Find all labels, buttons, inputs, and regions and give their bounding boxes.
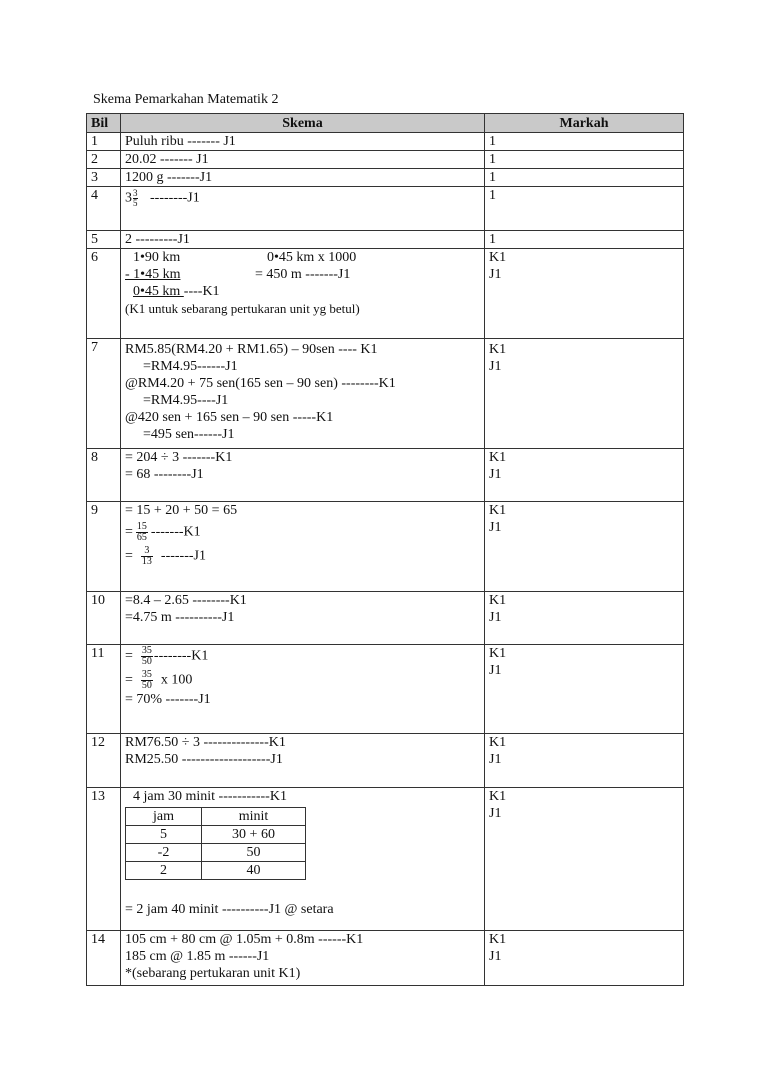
equals-sign: =	[125, 548, 133, 564]
markah-line: 1	[489, 232, 496, 247]
markah-line: J1	[489, 806, 502, 821]
bil-cell: 3	[87, 169, 121, 187]
skema-line: - 1•45 km	[125, 267, 181, 282]
markah-cell	[485, 449, 684, 502]
skema-line: =RM4.95------J1	[143, 359, 238, 374]
skema-line: 1200 g -------J1	[125, 170, 213, 185]
inner-cell: -2	[126, 844, 202, 862]
skema-line: *(sebarang pertukaran unit K1)	[125, 966, 301, 981]
bil-cell: 13	[87, 788, 121, 931]
marking-scheme-table	[86, 113, 684, 986]
markah-line: J1	[489, 610, 502, 625]
skema-line: = 2 jam 40 minit ----------J1 @ setara	[125, 902, 334, 917]
markah-cell	[485, 151, 684, 169]
skema-cell	[121, 734, 485, 788]
skema-line: = 204 ÷ 3 -------K1	[125, 450, 233, 465]
skema-line: 0•45 km x 1000	[267, 250, 357, 265]
mixed-whole: 3	[125, 190, 132, 206]
markah-cell	[485, 133, 684, 151]
skema-line: = 68 --------J1	[125, 467, 204, 482]
header-bil: Bil	[87, 114, 121, 133]
markah-line: J1	[489, 520, 502, 535]
inner-cell: 2	[126, 862, 202, 880]
denominator: 50	[141, 680, 152, 691]
bil-cell: 7	[87, 339, 121, 449]
time-working-table	[125, 807, 306, 880]
table-row	[87, 169, 684, 187]
markah-line: 1	[489, 134, 496, 149]
inner-cell: 40	[202, 862, 306, 880]
skema-line: =495 sen------J1	[143, 427, 235, 442]
bil-cell: 11	[87, 645, 121, 734]
table-row	[87, 187, 684, 231]
skema-line: 20.02 ------- J1	[125, 152, 209, 167]
denominator: 5	[133, 198, 138, 208]
denominator: 50	[141, 656, 152, 667]
skema-note: (K1 untuk sebarang pertukaran unit yg betul)	[125, 301, 360, 316]
skema-line: =8.4 – 2.65 --------K1	[125, 593, 247, 608]
skema-line: Puluh ribu ------- J1	[125, 134, 236, 149]
bil-cell: 2	[87, 151, 121, 169]
skema-mark: -------K1	[150, 524, 201, 540]
skema-line: 0•45 km	[133, 284, 184, 299]
page-title: Skema Pemarkahan Matematik 2	[93, 92, 279, 107]
equals-sign: =	[125, 648, 133, 664]
inner-cell: 30 + 60	[202, 826, 306, 844]
skema-line: RM5.85(RM4.20 + RM1.65) – 90sen ---- K1	[125, 342, 378, 357]
bil-cell: 10	[87, 592, 121, 645]
markah-cell	[485, 231, 684, 249]
markah-line: 1	[489, 170, 496, 185]
table-row	[87, 151, 684, 169]
inner-row	[126, 844, 306, 862]
markah-line: J1	[489, 267, 502, 282]
skema-cell	[121, 931, 485, 986]
bil-cell: 8	[87, 449, 121, 502]
skema-cell	[121, 592, 485, 645]
table-row	[87, 734, 684, 788]
skema-line: ----K1	[183, 284, 220, 299]
skema-line: =4.75 m ----------J1	[125, 610, 235, 625]
bil-cell: 9	[87, 502, 121, 592]
inner-header-jam: jam	[126, 808, 202, 826]
denominator: 13	[141, 556, 152, 567]
fraction	[133, 189, 138, 208]
equals-sign: =	[125, 672, 133, 688]
skema-cell	[121, 645, 485, 734]
markah-cell	[485, 502, 684, 592]
markah-line: J1	[489, 949, 502, 964]
skema-line: @420 sen + 165 sen – 90 sen -----K1	[125, 410, 334, 425]
skema-mark: --------K1	[153, 648, 209, 664]
table-row	[87, 502, 684, 592]
skema-line: 1•90 km	[133, 250, 181, 265]
skema-mark: -------J1	[160, 548, 206, 564]
markah-line: K1	[489, 735, 507, 750]
skema-line: RM25.50 -------------------J1	[125, 752, 283, 767]
skema-cell	[121, 133, 485, 151]
markah-cell	[485, 169, 684, 187]
skema-cell	[121, 249, 485, 339]
header-markah: Markah	[485, 114, 684, 133]
fraction	[141, 646, 153, 667]
inner-row	[126, 862, 306, 880]
skema-line: 4 jam 30 minit -----------K1	[133, 789, 287, 804]
inner-cell: 50	[202, 844, 306, 862]
markah-line: K1	[489, 789, 507, 804]
skema-cell	[121, 502, 485, 592]
markah-line: K1	[489, 342, 507, 357]
bil-cell: 14	[87, 931, 121, 986]
table-row	[87, 249, 684, 339]
table-row	[87, 645, 684, 734]
numerator: 15	[136, 521, 147, 532]
skema-line: =RM4.95----J1	[143, 393, 229, 408]
markah-line: K1	[489, 593, 507, 608]
table-row	[87, 339, 684, 449]
markah-cell	[485, 734, 684, 788]
markah-line: K1	[489, 450, 507, 465]
markah-line: J1	[489, 752, 502, 767]
markah-cell	[485, 931, 684, 986]
skema-line: = 15 + 20 + 50 = 65	[125, 503, 238, 518]
skema-cell	[121, 339, 485, 449]
skema-cell	[121, 788, 485, 931]
table-row	[87, 231, 684, 249]
skema-cell	[121, 151, 485, 169]
markah-line: J1	[489, 663, 502, 678]
table-row	[87, 931, 684, 986]
markah-line: J1	[489, 359, 502, 374]
bil-cell: 5	[87, 231, 121, 249]
skema-term: x 100	[160, 672, 193, 688]
skema-cell	[121, 169, 485, 187]
inner-row	[126, 826, 306, 844]
markah-line: K1	[489, 503, 507, 518]
fraction	[141, 546, 153, 567]
skema-line: @RM4.20 + 75 sen(165 sen – 90 sen) --------K1	[125, 376, 396, 391]
markah-cell	[485, 645, 684, 734]
markah-line: K1	[489, 932, 507, 947]
skema-cell	[121, 187, 485, 231]
markah-cell	[485, 788, 684, 931]
inner-header-minit: minit	[202, 808, 306, 826]
numerator: 3	[141, 546, 153, 557]
markah-line: K1	[489, 646, 507, 661]
skema-line: 105 cm + 80 cm @ 1.05m + 0.8m ------K1	[125, 932, 364, 947]
skema-cell	[121, 449, 485, 502]
numerator: 3	[133, 188, 138, 198]
numerator: 35	[141, 645, 152, 656]
skema-line: 185 cm @ 1.85 m ------J1	[125, 949, 270, 964]
denominator: 65	[136, 532, 147, 543]
inner-cell: 5	[126, 826, 202, 844]
equals-sign: =	[125, 524, 133, 540]
fraction	[136, 522, 148, 543]
skema-line: = 450 m -------J1	[255, 267, 351, 282]
table-row	[87, 788, 684, 931]
markah-cell	[485, 249, 684, 339]
header-skema: Skema	[121, 114, 485, 133]
skema-cell	[121, 231, 485, 249]
bil-cell: 1	[87, 133, 121, 151]
markah-line: K1	[489, 250, 507, 265]
inner-header-row	[126, 808, 306, 826]
bil-cell: 4	[87, 187, 121, 231]
markah-cell	[485, 339, 684, 449]
table-row	[87, 449, 684, 502]
header-row	[87, 114, 684, 133]
skema-line: 2 ---------J1	[125, 232, 190, 247]
markah-line: J1	[489, 467, 502, 482]
bil-cell: 6	[87, 249, 121, 339]
fraction	[141, 670, 153, 691]
markah-line: 1	[489, 152, 496, 167]
bil-cell: 12	[87, 734, 121, 788]
markah-cell	[485, 592, 684, 645]
skema-mark: --------J1	[150, 190, 200, 206]
numerator: 35	[141, 669, 152, 680]
table-row	[87, 592, 684, 645]
skema-line: RM76.50 ÷ 3 --------------K1	[125, 735, 286, 750]
skema-line: = 70% -------J1	[125, 692, 211, 707]
markah-cell	[485, 187, 684, 231]
table-row	[87, 133, 684, 151]
markah-line: 1	[489, 188, 496, 203]
